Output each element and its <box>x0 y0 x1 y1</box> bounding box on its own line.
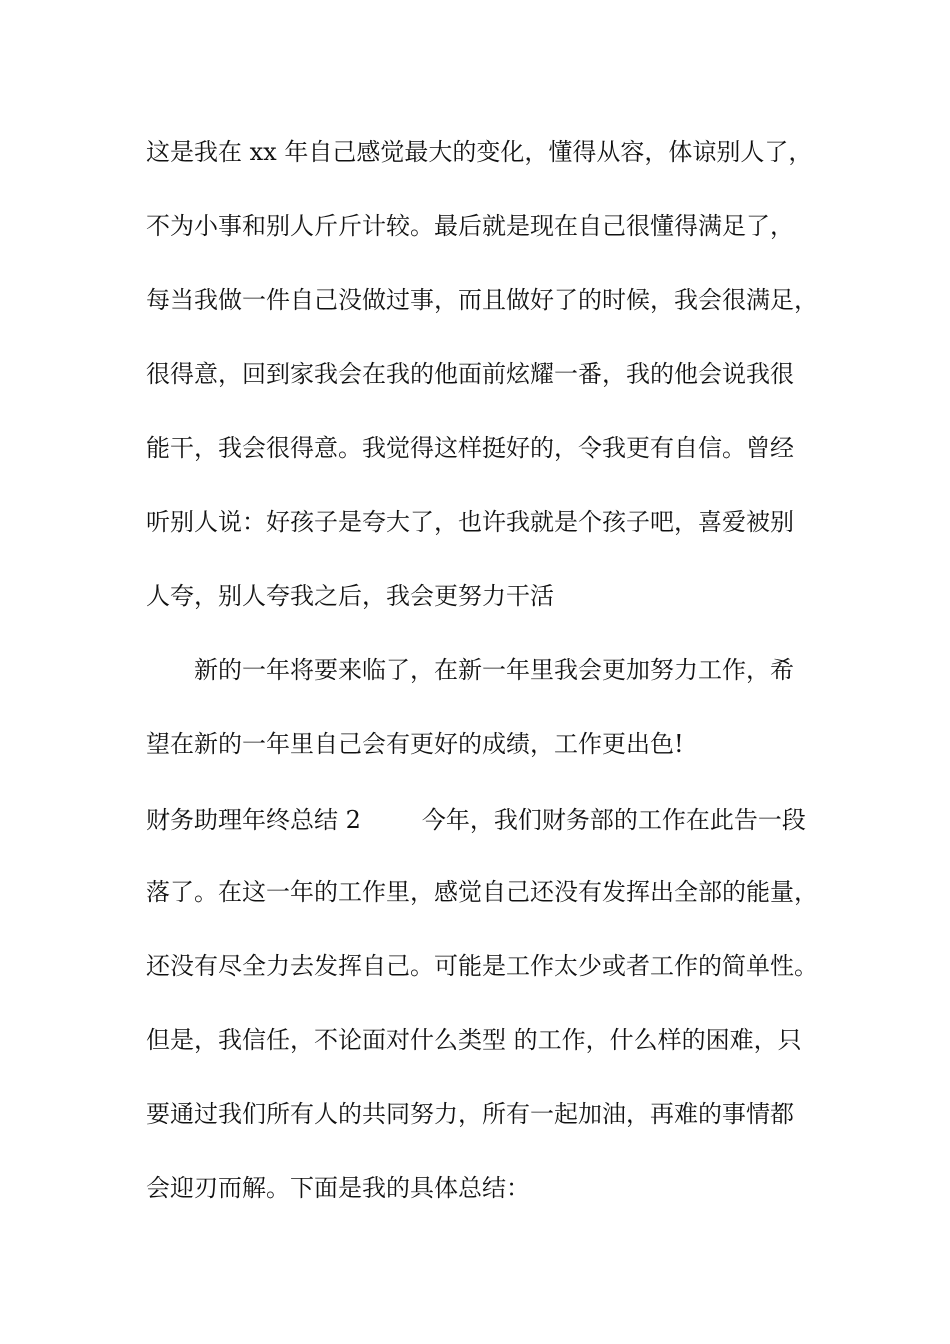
section-heading-line: 财务助理年终总结 2 今年，我们财务部的工作在此告一段 <box>146 806 806 834</box>
text-line-3: 每当我做一件自己没做过事，而且做好了的时候，我会很满足， <box>146 286 818 314</box>
text-line-1: 这是我在 xx 年自己感觉最大的变化，懂得从容，体谅别人了， <box>146 138 813 166</box>
text-line-2: 不为小事和别人斤斤计较。最后就是现在自己很懂得满足了， <box>146 212 794 240</box>
text-line-15: 会迎刃而解。下面是我的具体总结： <box>146 1174 530 1202</box>
text-line-9: 望在新的一年里自己会有更好的成绩，工作更出色! <box>146 730 684 758</box>
text-line-6: 听别人说：好孩子是夸大了，也许我就是个孩子吧，喜爱被别 <box>146 508 794 536</box>
text-line-4: 很得意，回到家我会在我的他面前炫耀一番，我的他会说我很 <box>146 360 794 388</box>
text-line-8: 新的一年将要来临了，在新一年里我会更加努力工作，希 <box>194 656 794 684</box>
text-line-13: 但是，我信任，不论面对什么类型 的工作，什么样的困难，只 <box>146 1026 802 1054</box>
text-line-7: 人夸，别人夸我之后，我会更努力干活 <box>146 582 554 610</box>
text-line-5: 能干，我会很得意。我觉得这样挺好的，令我更有自信。曾经 <box>146 434 794 462</box>
text-line-12: 还没有尽全力去发挥自己。可能是工作太少或者工作的简单性。 <box>146 952 818 980</box>
text-line-11: 落了。在这一年的工作里，感觉自己还没有发挥出全部的能量， <box>146 878 818 906</box>
text-line-14: 要通过我们所有人的共同努力，所有一起加油，再难的事情都 <box>146 1100 794 1128</box>
